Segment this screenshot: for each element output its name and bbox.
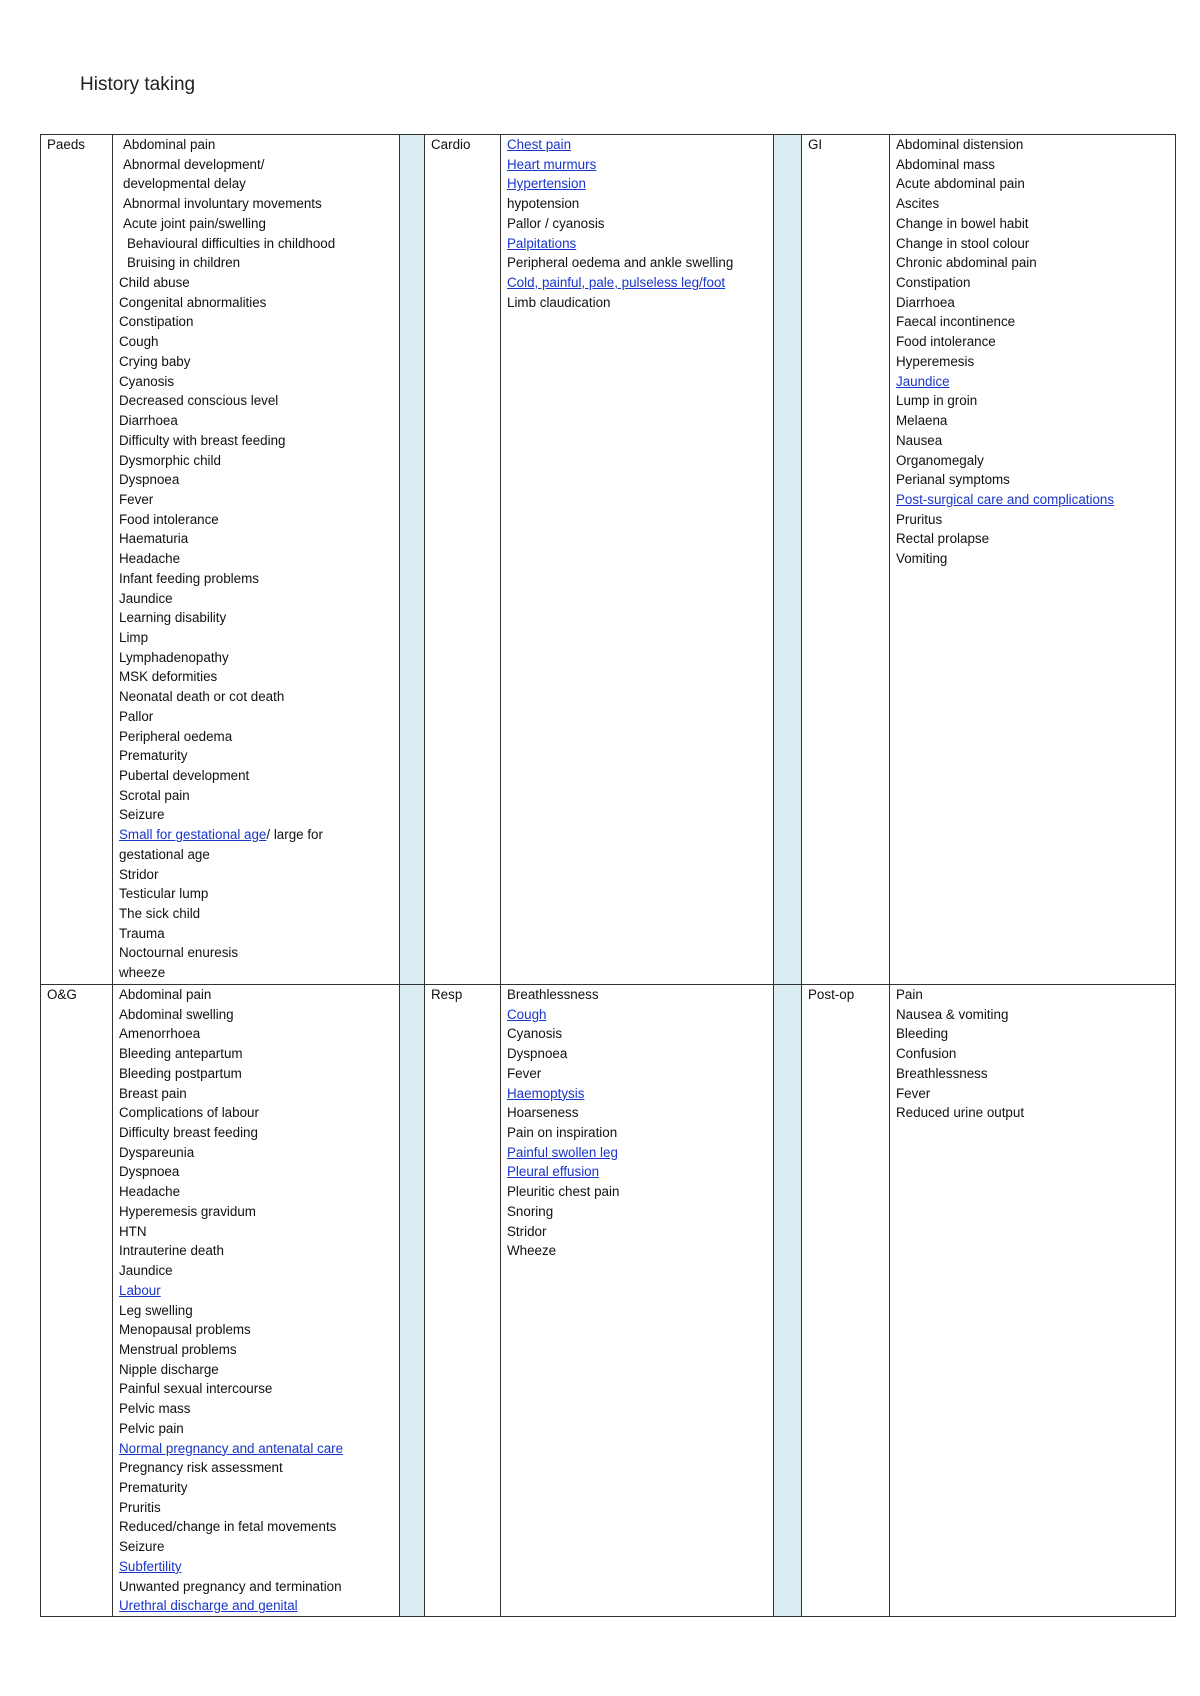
list-item: Abdominal distension [896,137,1024,152]
list-item: Confusion [896,1046,957,1062]
topic-link-text[interactable]: Subfertility [119,1558,182,1574]
list-item: Scrotal pain [119,787,190,803]
list-item: Dyspnoea [119,1164,180,1180]
list-item: Abdominal swelling [119,1006,234,1022]
topic-link [507,135,773,155]
list-item: Nausea & vomiting [896,1006,1009,1022]
list-item: Pruritus [896,511,943,527]
list-resp [501,985,774,1617]
topic-link-text[interactable]: Hypertension [507,176,586,192]
list-item: Dyspnoea [119,472,180,488]
topic-link-text[interactable]: Painful swollen leg [507,1144,618,1160]
list-item: Fever [119,491,154,507]
list-item: developmental delay [123,176,246,192]
list-postop [890,985,1176,1617]
list-item: Nipple discharge [119,1361,219,1377]
topic-link [507,174,773,194]
topic-link-text[interactable]: Haemoptysis [507,1085,585,1101]
list-item: Abdominal pain [119,987,212,1002]
list-item: Nausea [896,432,943,448]
list-item: Limp [119,629,149,645]
list-item: Lymphadenopathy [119,649,229,665]
list-item: Lump in groin [896,393,978,409]
list-item: Constipation [896,275,971,291]
topic-link [119,1557,399,1577]
list-item: Dyspnoea [507,1046,568,1062]
list-item: Hyperemesis gravidum [119,1203,256,1219]
list-item: Seizure [119,1539,165,1555]
topic-link [119,1596,399,1616]
list-item: Bruising in children [127,255,241,271]
list-item: Trauma [119,925,165,941]
list-item: Bleeding postpartum [119,1065,242,1081]
list-item: MSK deformities [119,669,218,685]
list-item: Difficulty with breast feeding [119,432,286,448]
list-item: Acute abdominal pain [896,176,1025,192]
list-item: Headache [119,1184,181,1200]
list-item: Fever [896,1085,931,1101]
table-row [41,135,1176,985]
topic-link-text[interactable]: Cold, painful, pale, pulseless leg/foot [507,275,726,291]
list-item: Amenorrhoea [119,1026,201,1042]
list-item: HTN [119,1223,147,1239]
topic-link-text[interactable]: Cough [507,1006,547,1022]
list-item: Pruritis [119,1499,161,1515]
list-item: Prematurity [119,1479,188,1495]
topic-link-text[interactable]: Chest pain [507,137,572,152]
list-item: Breast pain [119,1085,187,1101]
spacer-cell [400,135,425,985]
list-item: Noctournal enuresis [119,945,239,961]
list-item: Pain on inspiration [507,1125,618,1141]
list-item: Cough [119,334,159,350]
topic-link [119,1281,399,1301]
topic-link-text[interactable]: Normal pregnancy and antenatal care [119,1440,344,1456]
list-item: Bleeding [896,1026,949,1042]
list-item: Peripheral oedema and ankle swelling [507,255,734,271]
topic-link-text[interactable]: Jaundice [896,373,950,389]
list-item: Jaundice [119,590,173,606]
list-item: Congenital abnormalities [119,294,267,310]
list-item: Decreased conscious level [119,393,279,409]
list-item: Chronic abdominal pain [896,255,1037,271]
list-item: Intrauterine death [119,1243,224,1259]
list-paeds [113,135,400,985]
list-item: Hoarseness [507,1105,579,1121]
list-item: Prematurity [119,748,188,764]
list-item: Dyspareunia [119,1144,195,1160]
category-label-cardio: Cardio [425,135,501,985]
topic-link-text[interactable]: Labour [119,1282,161,1298]
list-item: Reduced/change in fetal movements [119,1519,337,1535]
list-item [119,825,399,845]
list-item: Reduced urine output [896,1105,1025,1121]
list-item: Snoring [507,1203,554,1219]
topic-link [507,1143,773,1163]
list-item: Menstrual problems [119,1341,237,1357]
topic-link-text[interactable]: Palpitations [507,235,577,251]
list-item: Complications of labour [119,1105,259,1121]
topic-link [507,1084,773,1104]
list-item: Diarrhoea [896,294,955,310]
topic-link [507,155,773,175]
category-label-og: O&G [41,985,113,1617]
list-item: Ascites [896,196,940,212]
list-item: Abnormal involuntary movements [123,196,322,212]
list-item: Pelvic mass [119,1401,191,1417]
list-item: Food intolerance [119,511,219,527]
list-og [113,985,400,1617]
list-item: Jaundice [119,1263,173,1279]
list-item: Diarrhoea [119,413,178,429]
list-item: Perianal symptoms [896,472,1010,488]
list-item: Stridor [119,866,159,882]
topic-link-text[interactable]: Pleural effusion [507,1164,600,1180]
list-item: Abnormal development/ [123,156,265,172]
list-item: Leg swelling [119,1302,193,1318]
topic-link [896,490,1175,510]
list-item: Change in stool colour [896,235,1030,251]
category-label-postop: Post-op [802,985,890,1617]
topic-link-text[interactable]: Small for gestational age [119,827,267,843]
list-item: Pubertal development [119,768,250,783]
list-item: Vomiting [896,551,948,567]
topic-link [507,273,773,293]
list-item: Menopausal problems [119,1322,251,1338]
list-cardio [501,135,774,985]
list-item: Behavioural difficulties in childhood [127,235,336,251]
list-item: Haematuria [119,531,189,547]
list-item: Cyanosis [507,1026,563,1042]
spacer-cell [400,985,425,1617]
list-item: The sick child [119,906,201,922]
list-item: Pleuritic chest pain [507,1184,620,1200]
list-item: Unwanted pregnancy and termination [119,1578,342,1594]
page-title: History taking [80,74,196,95]
list-item: Abdominal mass [896,156,995,172]
list-item: Crying baby [119,353,191,369]
list-item: Pallor / cyanosis [507,215,605,231]
list-item: Infant feeding problems [119,570,259,586]
list-item: Constipation [119,314,194,330]
list-item: Acute joint pain/swelling [123,215,266,231]
list-item: hypotension [507,196,580,212]
list-item-text: / large for [266,827,323,843]
list-item: Breathlessness [507,987,599,1002]
list-item: Headache [119,551,181,567]
list-item: Rectal prolapse [896,531,990,547]
list-item: Dysmorphic child [119,452,221,468]
list-item: Pallor [119,708,154,724]
topic-link [896,372,1175,392]
spacer-cell [774,135,802,985]
list-item: Faecal incontinence [896,314,1016,330]
category-label-gi: GI [802,135,890,985]
topics-table [40,134,1176,1617]
list-item: Hyperemesis [896,353,975,369]
topic-link-text[interactable]: Heart murmurs [507,156,597,172]
list-gi [890,135,1176,985]
list-item: Difficulty breast feeding [119,1125,258,1141]
category-label-paeds: Paeds [41,135,113,985]
list-item: Breathlessness [896,1065,988,1081]
list-item: Fever [507,1065,542,1081]
list-item: Change in bowel habit [896,215,1029,231]
table-row [41,985,1176,1617]
list-item: Abdominal pain [123,137,216,152]
list-item: Pelvic pain [119,1420,184,1436]
topic-link [119,1439,399,1459]
list-item: gestational age [119,846,210,862]
list-item: Bleeding antepartum [119,1046,243,1062]
list-item: Wheeze [507,1243,557,1259]
list-item: Neonatal death or cot death [119,689,285,705]
list-item: Painful sexual intercourse [119,1381,273,1397]
list-item: Pregnancy risk assessment [119,1460,283,1476]
list-item: Seizure [119,807,165,823]
list-item: Peripheral oedema [119,728,233,744]
list-item: Food intolerance [896,334,996,350]
list-item: wheeze [119,965,166,981]
topic-link-text[interactable]: Urethral discharge and genital [119,1598,298,1614]
list-item: Melaena [896,413,948,429]
topic-link [507,1005,773,1025]
list-item: Organomegaly [896,452,984,468]
list-item: Limb claudication [507,294,611,310]
list-item: Testicular lump [119,886,209,902]
list-item: Stridor [507,1223,547,1239]
list-item: Pain [896,987,923,1002]
category-label-resp: Resp [425,985,501,1617]
topic-link [507,1162,773,1182]
topic-link-text[interactable]: Post-surgical care and complications [896,491,1115,507]
spacer-cell [774,985,802,1617]
list-item: Learning disability [119,610,227,626]
topic-link [507,234,773,254]
list-item: Cyanosis [119,373,175,389]
list-item: Child abuse [119,275,190,291]
